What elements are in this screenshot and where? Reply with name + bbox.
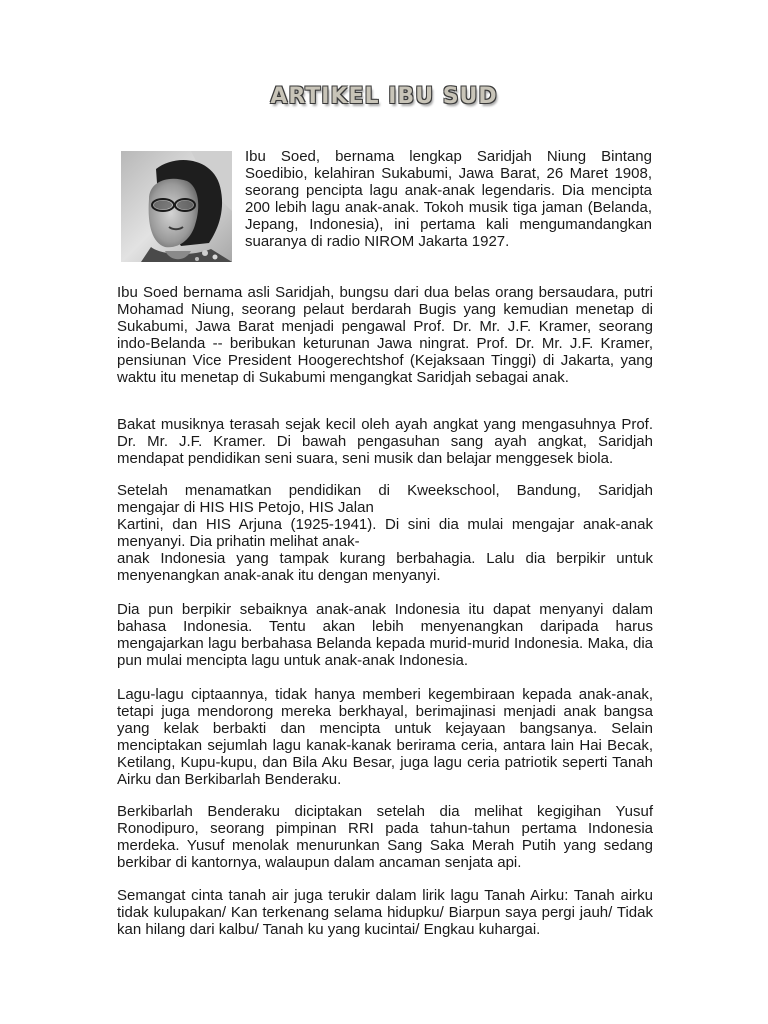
paragraph-3-line: Setelah menamatkan pendidikan di Kweekschool, Bandung, Saridjah: [117, 482, 653, 499]
paragraph-3-line: anak Indonesia yang tampak kurang berbahagia. Lalu dia berpikir untuk: [117, 550, 653, 567]
paragraph-1: Ibu Soed bernama asli Saridjah, bungsu dari dua belas orang bersaudara, putri Mohamad Niung, seorang pelaut berdarah Bugis yang kemudian menetap di Sukabumi, Jawa Barat menjadi pengawal Prof. Dr. Mr. J.F. Kramer, seorang indo-Belanda -- beribukan keturunan Jawa ningrat. Prof. Dr. Mr. J.F. Kramer, pensiunan Vice President Hoogerechtshof (Kejaksaan Tinggi) di Jakarta, yang waktu itu menetap di Sukabumi mengangkat Saridjah sebagai anak.: [117, 284, 653, 386]
paragraph-5: Lagu-lagu ciptaannya, tidak hanya memberi kegembiraan kepada anak-anak, tetapi juga mendorong mereka berkhayal, berimajinasi menjadi anak bangsa yang kelak berbakti dan mencipta untuk kejayaan bangsanya. Selain menciptakan sejumlah lagu kanak-kanak berirama ceria, antara lain Hai Becak, Ketilang, Kupu-kupu, dan Bila Aku Besar, juga lagu ceria patriotik seperti Tanah Airku dan Berkibarlah Benderaku.: [117, 686, 653, 788]
paragraph-3-line: menyenangkan anak-anak itu dengan menyanyi.: [117, 567, 441, 584]
paragraph-2: Bakat musiknya terasah sejak kecil oleh ayah angkat yang mengasuhnya Prof. Dr. Mr. J.F. Kramer. Di bawah pengasuhan sang ayah angkat, Saridjah mendapat pendidikan seni suara, seni musik dan belajar menggesek biola.: [117, 416, 653, 467]
paragraph-3-line: Kartini, dan HIS Arjuna (1925-1941). Di sini dia mulai mengajar anak-anak: [117, 516, 653, 533]
paragraph-4: Dia pun berpikir sebaiknya anak-anak Indonesia itu dapat menyanyi dalam bahasa Indonesia. Tentu akan lebih menyenangkan daripada harus mengajarkan lagu berbahasa Belanda kepada murid-murid Indonesia. Maka, dia pun mulai mencipta lagu untuk anak-anak Indonesia.: [117, 601, 653, 669]
paragraph-6: Berkibarlah Benderaku diciptakan setelah dia melihat kegigihan Yusuf Ronodipuro, seorang pimpinan RRI pada tahun-tahun pertama Indonesia merdeka. Yusuf menolak menurunkan Sang Saka Merah Putih yang sedang berkibar di kantornya, walaupun dalam ancaman senjata api.: [117, 803, 653, 871]
paragraph-3-line: mengajar di HIS HIS Petojo, HIS Jalan: [117, 499, 374, 516]
article-title: ARTIKEL IBU SUD: [270, 84, 498, 109]
paragraph-7: Semangat cinta tanah air juga terukir dalam lirik lagu Tanah Airku: Tanah airku tidak kulupakan/ Kan terkenang selama hidupku/ Biarpun saya pergi jauh/ Tidak kan hilang dari kalbu/ Tanah ku yang kucintai/ Engkau kuhargai.: [117, 887, 653, 938]
paragraph-3-line: menyanyi. Dia prihatin melihat anak-: [117, 533, 360, 550]
intro-paragraph: Ibu Soed, bernama lengkap Saridjah Niung Bintang Soedibio, kelahiran Sukabumi, Jawa Barat, 26 Maret 1908, seorang pencipta lagu anak-anak legendaris. Dia mencipta 200 lebih lagu anak-anak. Tokoh musik tiga jaman (Belanda, Jepang, Indonesia), ini pertama kali mengumandangkan suaranya di radio NIROM Jakarta 1927.: [245, 148, 652, 250]
paragraph-3: [117, 482, 653, 584]
portrait-photo: [121, 151, 232, 262]
